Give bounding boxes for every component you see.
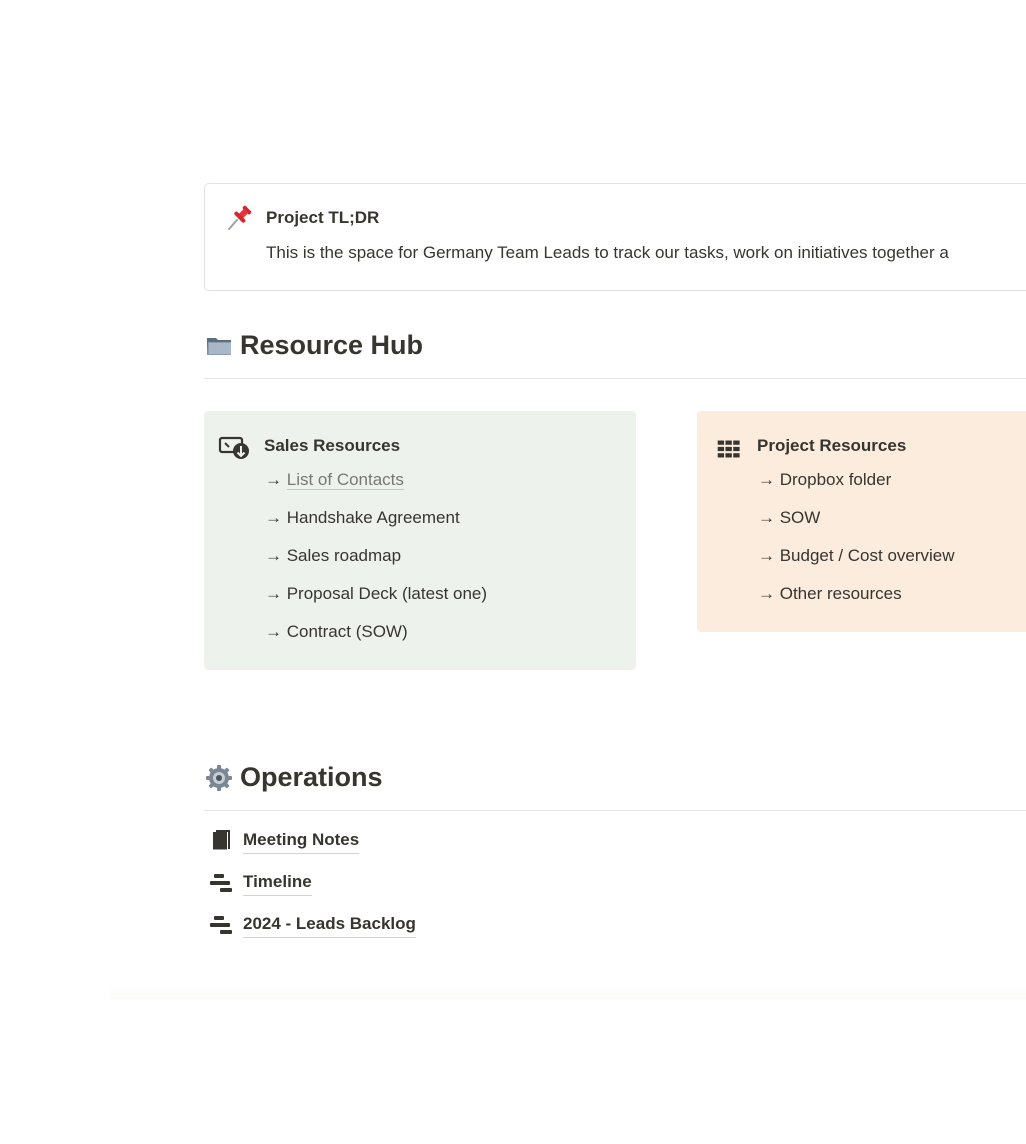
timeline-icon [208,911,236,939]
list-of-contacts-link[interactable]: List of Contacts [286,470,404,489]
leads-backlog-link[interactable]: 2024 - Leads Backlog [243,911,416,938]
list-item[interactable]: → Proposal Deck (latest one) [265,584,488,603]
operations-divider [204,810,1026,811]
gear-icon [204,763,234,793]
operations-item-timeline[interactable] [208,869,416,911]
list-item[interactable]: → Handshake Agreement [265,508,460,527]
list-item[interactable]: → Budget / Cost overview [758,546,955,565]
callout-text: This is the space for Germany Team Leads to track our tasks, work on initiatives together a [266,243,949,262]
pushpin-icon [223,202,255,234]
meeting-notes-link[interactable]: Meeting Notes [243,827,359,854]
resource-hub-divider [204,378,1026,379]
folder-icon [204,331,234,361]
tldr-callout [204,183,1026,291]
resource-hub-heading [204,330,423,361]
list-item[interactable]: → Other resources [758,584,902,603]
list-item[interactable]: → Contract (SOW) [265,622,408,641]
grid-icon [717,437,741,461]
timeline-link[interactable]: Timeline [243,869,312,896]
operations-item-leads-backlog[interactable] [208,911,416,953]
project-resources-title: Project Resources [757,436,907,455]
money-with-wings-icon [218,435,252,461]
page-bottom-fade [110,985,1026,999]
list-item[interactable]: → Dropbox folder [758,470,892,489]
sales-resources-title: Sales Resources [264,436,401,455]
list-item[interactable]: → SOW [758,508,821,527]
list-item: → List of Contacts [265,470,404,489]
sales-resources-card [204,411,636,670]
project-resources-card [697,411,1026,632]
operations-item-meeting-notes[interactable] [208,827,416,869]
timeline-icon [208,869,236,897]
operations-list [208,827,416,953]
sales-resources-list [265,468,487,658]
operations-heading [204,762,383,793]
resource-hub-title: Resource Hub [240,330,424,360]
project-resources-list [758,468,955,620]
callout-title: Project TL;DR [266,208,380,227]
list-item[interactable]: → Sales roadmap [265,546,402,565]
operations-title: Operations [240,762,383,792]
book-icon [208,827,236,855]
